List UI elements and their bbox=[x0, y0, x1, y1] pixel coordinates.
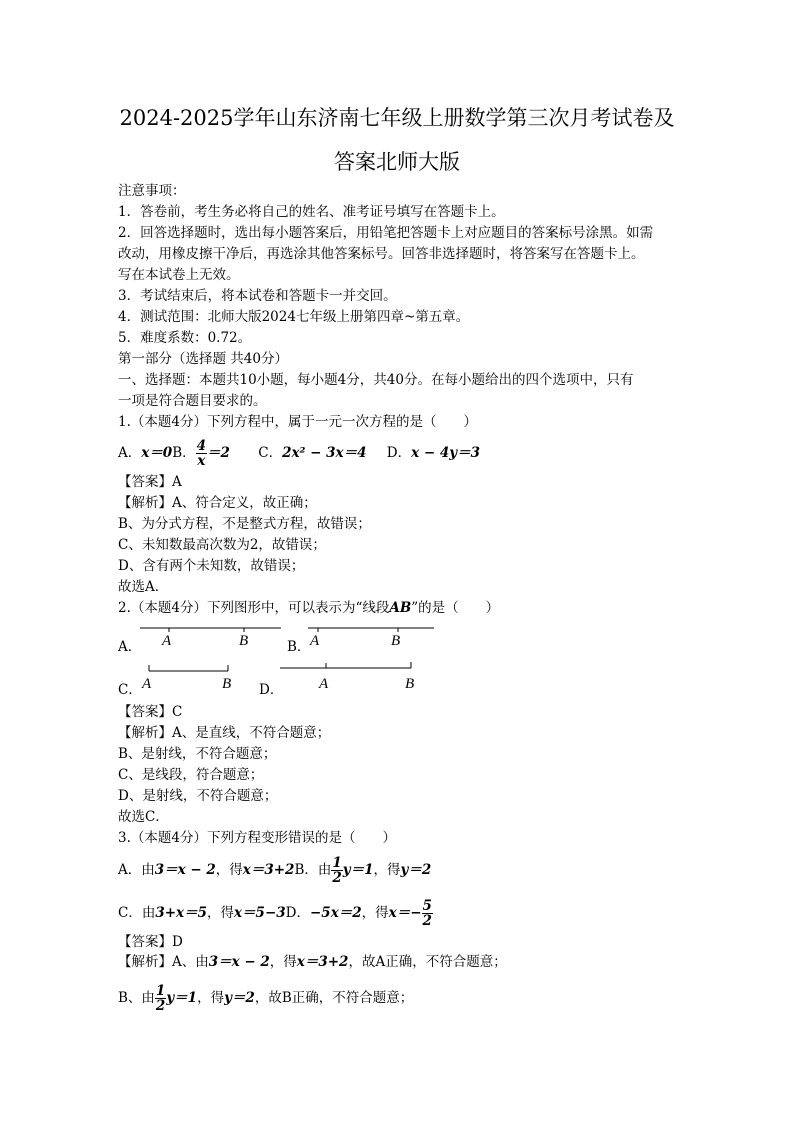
q1-explanation-1: 【解析】A、符合定义，故正确； bbox=[118, 495, 317, 511]
document-title-line1: 2024-2025学年山东济南七年级上册数学第三次月考试卷及 bbox=[119, 106, 675, 130]
q3-option-d-mid: ，得 bbox=[361, 905, 389, 921]
q1-option-c-math: 2x² − 3x＝4 bbox=[282, 445, 367, 461]
q3-option-c-label: C．由 bbox=[118, 905, 156, 921]
q3-option-b-fraction bbox=[331, 856, 342, 885]
q3-exp-a-math2: x＝3+2 bbox=[296, 954, 349, 970]
q3-option-a-label: A．由 bbox=[118, 862, 155, 878]
q1-explanation-2: B、为分式方程，不是整式方程，故错误； bbox=[118, 516, 371, 532]
q2-explanation-4: D、是射线，不符合题意； bbox=[118, 788, 278, 804]
q3-exp-a-pre: 【解析】A、由 bbox=[118, 954, 209, 970]
q1-option-b-label: B． bbox=[172, 445, 196, 461]
q1-options bbox=[118, 436, 480, 470]
q2-answer: 【答案】C bbox=[118, 704, 183, 720]
q1-explanation-4: D、含有两个未知数，故错误； bbox=[118, 558, 305, 574]
q2-option-d-figure bbox=[278, 660, 418, 692]
q3-option-d-denominator: 2 bbox=[422, 913, 432, 929]
section-instruction-b: 一项是符合题目要求的。 bbox=[118, 393, 267, 409]
q2-stem-math: AB bbox=[389, 600, 412, 616]
q3-option-d-math2: x＝− bbox=[388, 905, 422, 921]
q3-option-b-math2: y＝2 bbox=[400, 862, 432, 878]
q3-options-cd bbox=[118, 893, 433, 933]
q1-option-d-math: x − 4y＝3 bbox=[411, 445, 481, 461]
q2-stem bbox=[118, 599, 499, 617]
q1-option-a-label: A． bbox=[118, 445, 142, 461]
q3-exp-b-fraction bbox=[155, 984, 166, 1013]
section-instruction-a: 一、选择题：本题共10小题，每小题4分，共40分。在每小题给出的四个选项中，只有 bbox=[118, 372, 634, 388]
q1-option-a-math: x＝0 bbox=[141, 445, 173, 461]
notice-item-1: 1．答卷前，考生务必将自己的姓名、准考证号填写在答题卡上。 bbox=[118, 204, 505, 220]
q1-option-c-label: C． bbox=[258, 445, 283, 461]
q1-option-b-fraction bbox=[196, 439, 207, 468]
document-title-line2: 答案北师大版 bbox=[334, 150, 460, 174]
q2-stem-post: ”的是（ ） bbox=[411, 600, 500, 616]
q3-option-a-math2: x＝3+2 bbox=[242, 862, 295, 878]
q3-option-b-numerator: 1 bbox=[332, 855, 342, 871]
q1-conclusion: 故选A． bbox=[118, 579, 169, 595]
q2-d-point-b: B bbox=[405, 676, 415, 692]
q2-option-b-figure bbox=[306, 620, 438, 650]
notice-item-2a: 2．回答选择题时，选出每小题答案后，用铅笔把答题卡上对应题目的答案标号涂黑。如需 bbox=[118, 225, 654, 241]
q2-explanation-1: 【解析】A、是直线，不符合题意； bbox=[118, 725, 331, 741]
q2-option-c-figure bbox=[138, 660, 238, 692]
q1-option-b-rest: ＝2 bbox=[207, 445, 230, 461]
q3-option-b-mid: ，得 bbox=[373, 862, 401, 878]
notice-item-2b: 改动，用橡皮擦干净后，再选涂其他答案标号。回答非选择题时，将答案写在答题卡上。 bbox=[118, 246, 645, 262]
q3-exp-b-numerator: 1 bbox=[155, 983, 166, 999]
q2-option-a-label: A． bbox=[118, 639, 142, 655]
q2-conclusion: 故选C． bbox=[118, 809, 169, 825]
q1-explanation-3: C、未知数最高次数为2，故错误； bbox=[118, 537, 326, 553]
q3-option-a-mid: ，得 bbox=[215, 862, 243, 878]
q3-option-d-numerator: 5 bbox=[422, 898, 432, 914]
q3-option-c-math1: 3+x＝5 bbox=[155, 905, 207, 921]
q3-option-a-math1: 3＝x − 2 bbox=[154, 862, 216, 878]
notice-item-5: 5．难度系数：0.72。 bbox=[118, 330, 252, 346]
notice-heading: 注意事项： bbox=[118, 183, 186, 199]
q2-explanation-3: C、是线段，符合题意； bbox=[118, 767, 264, 783]
q3-exp-b-mid: ，得 bbox=[197, 990, 225, 1006]
q3-exp-b-post: ，故B正确，不符合题意； bbox=[254, 990, 414, 1006]
q3-exp-a-post: ，故A正确，不符合题意； bbox=[348, 954, 507, 970]
q3-option-b-denominator: 2 bbox=[332, 870, 342, 886]
q3-option-c-mid: ，得 bbox=[207, 905, 234, 921]
q1-stem: 1.（本题4分）下列方程中，属于一元一次方程的是（ ） bbox=[118, 414, 477, 430]
q3-stem: 3.（本题4分）下列方程变形错误的是（ ） bbox=[118, 830, 396, 846]
q2-option-b-label: B． bbox=[287, 639, 311, 655]
q2-c-point-b: B bbox=[222, 676, 232, 692]
notice-item-3: 3．考试结束后，将本试卷和答题卡一并交回。 bbox=[118, 288, 397, 304]
q3-options-ab bbox=[118, 850, 431, 890]
q2-a-point-b: B bbox=[239, 633, 249, 649]
q3-exp-b-math2: y＝2 bbox=[224, 990, 255, 1006]
q1-option-b-denominator: x bbox=[197, 453, 206, 469]
q3-option-b-label: B．由 bbox=[294, 862, 332, 878]
q2-d-point-a: A bbox=[319, 676, 329, 692]
notice-item-2c: 写在本试卷上无效。 bbox=[118, 267, 240, 283]
q2-explanation-2: B、是射线，不符合题意； bbox=[118, 746, 277, 762]
q2-b-point-a: A bbox=[310, 633, 320, 649]
q3-answer: 【答案】D bbox=[118, 934, 183, 950]
q3-explanation-a bbox=[118, 950, 507, 974]
q2-a-point-a: A bbox=[162, 633, 172, 649]
q3-exp-a-mid: ，得 bbox=[269, 954, 297, 970]
q3-option-d-math1: −5x＝2 bbox=[309, 905, 362, 921]
q2-stem-pre: 2.（本题4分）下列图形中，可以表示为“线段 bbox=[118, 600, 390, 616]
q3-exp-b-pre: B、由 bbox=[118, 990, 155, 1006]
q2-option-c-label: C． bbox=[118, 682, 142, 698]
q3-option-d-label: D． bbox=[285, 905, 310, 921]
q3-option-d-fraction bbox=[422, 899, 433, 928]
q3-option-b-math1: y＝1 bbox=[342, 862, 374, 878]
q3-exp-b-denominator: 2 bbox=[155, 998, 166, 1014]
q1-answer: 【答案】A bbox=[118, 474, 182, 490]
q1-option-b-numerator: 4 bbox=[196, 438, 207, 454]
q2-b-point-b: B bbox=[391, 633, 401, 649]
q3-explanation-b bbox=[118, 978, 413, 1018]
q2-option-a-figure bbox=[138, 620, 283, 650]
part1-heading: 第一部分（选择题 共40分） bbox=[118, 351, 288, 367]
q3-exp-a-math1: 3＝x − 2 bbox=[208, 954, 270, 970]
q2-option-d-label: D． bbox=[259, 682, 284, 698]
q2-c-point-a: A bbox=[142, 676, 152, 692]
notice-item-4: 4．测试范围：北师大版2024七年级上册第四章~第五章。 bbox=[118, 309, 470, 325]
q3-exp-b-math1: y＝1 bbox=[166, 990, 198, 1006]
q1-option-d-label: D． bbox=[386, 445, 412, 461]
q3-option-c-math2: x＝5−3 bbox=[234, 905, 286, 921]
